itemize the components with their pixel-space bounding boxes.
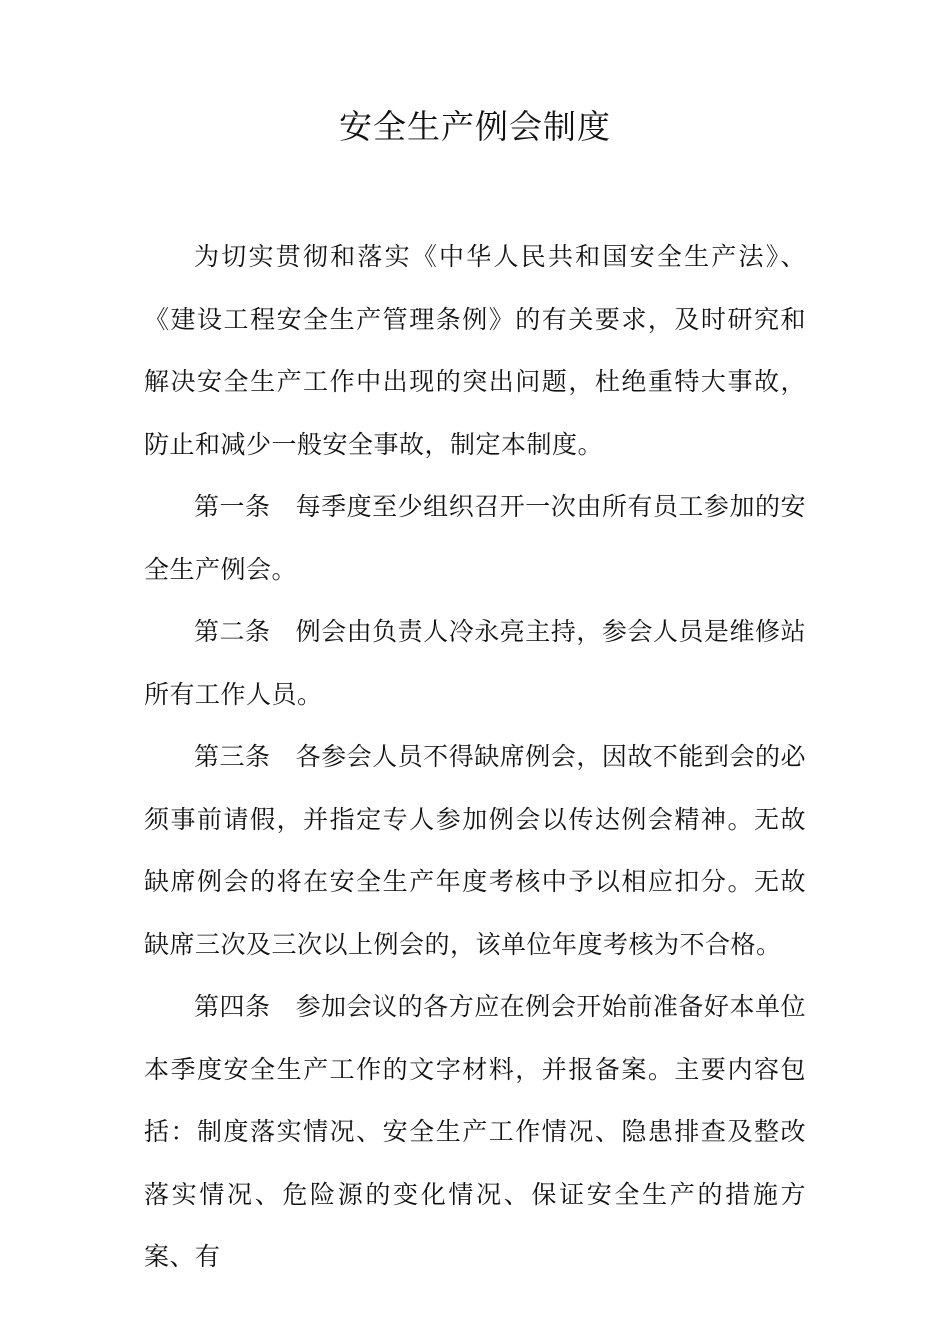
article-4-text: 参加会议的各方应在例会开始前准备好本单位本季度安全生产工作的文字材料，并报备案。主要内容包括：制度落实情况、安全生产工作情况、隐患排查及整改落实情况、危险源的变化情况、保证安全生产的措施方案、有 [144,992,806,1271]
article-1-text: 每季度至少组织召开一次由所有员工参加的安全生产例会。 [144,492,806,584]
document-body [144,226,806,1289]
article-1 [144,476,806,601]
intro-paragraph: 为切实贯彻和落实《中华人民共和国安全生产法》、《建设工程安全生产管理条例》的有关要求，及时研究和解决安全生产工作中出现的突出问题，杜绝重特大事故，防止和减少一般安全事故，制定本制度。 [144,242,806,459]
article-3-text: 各参会人员不得缺席例会，因故不能到会的必须事前请假，并指定专人参加例会以传达例会精神。无故缺席例会的将在安全生产年度考核中予以相应扣分。无故缺席三次及三次以上例会的，该单位年度考核为不合格。 [144,742,806,959]
article-3-number: 第三条 [194,742,271,771]
article-2 [144,601,806,726]
article-2-text: 例会由负责人冷永亮主持，参会人员是维修站所有工作人员。 [144,617,806,709]
article-4 [144,976,806,1289]
article-3 [144,726,806,976]
article-1-number: 第一条 [194,492,271,521]
article-4-number: 第四条 [194,992,271,1021]
document-title: 安全生产例会制度 [339,107,611,146]
article-2-number: 第二条 [194,617,271,646]
